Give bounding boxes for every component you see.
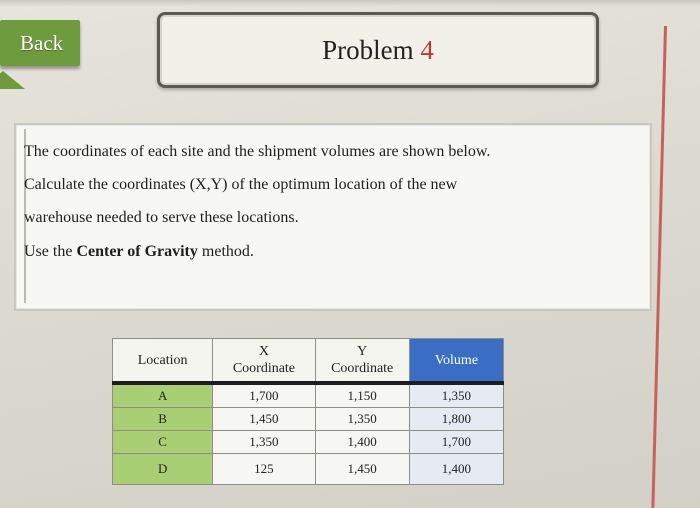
header-y	[315, 339, 409, 384]
margin-line	[651, 26, 667, 508]
table-header-row	[113, 339, 504, 384]
top-edge	[0, 0, 700, 6]
data-table	[112, 338, 504, 485]
table-row	[113, 454, 504, 485]
cell-volume: 1,400	[409, 454, 503, 485]
cell-location: A	[113, 383, 213, 408]
problem-line-4	[24, 243, 254, 261]
header-x	[213, 339, 315, 384]
problem-line-1: The coordinates of each site and the shipment volumes are shown below.	[24, 143, 491, 160]
problem-line-4-post: method.	[197, 243, 254, 260]
title-number: 4	[420, 35, 434, 65]
header-y-line1: Y	[357, 344, 368, 359]
cell-volume: 1,350	[409, 383, 503, 408]
method-name: Center of Gravity	[76, 243, 198, 260]
cell-location: D	[113, 454, 213, 485]
back-arrow-icon	[0, 71, 25, 89]
problem-line-2: Calculate the coordinates (X,Y) of the optimum location of the new	[24, 176, 458, 193]
back-button-label: Back	[20, 31, 64, 55]
table-row	[113, 383, 504, 408]
cell-volume: 1,700	[409, 431, 503, 454]
header-y-line2: Coordinate	[331, 361, 394, 376]
problem-statement	[14, 123, 652, 311]
cell-y: 1,350	[315, 408, 409, 431]
cell-x: 125	[213, 454, 315, 485]
cell-volume: 1,800	[409, 408, 503, 431]
cell-y: 1,400	[315, 431, 409, 454]
cell-y: 1,450	[315, 454, 409, 485]
table-row	[113, 431, 504, 454]
cell-x: 1,450	[213, 408, 315, 431]
header-x-line2: Coordinate	[232, 361, 296, 376]
title-box	[157, 12, 599, 88]
header-volume: Volume	[409, 339, 503, 384]
cell-location: C	[113, 431, 213, 454]
problem-line-3: warehouse needed to serve these locations.	[24, 209, 299, 226]
page-title	[160, 35, 596, 66]
header-location: Location	[113, 339, 213, 384]
cell-x: 1,350	[213, 431, 315, 454]
cell-x: 1,700	[213, 383, 315, 408]
problem-line-4-pre: Use the	[24, 243, 77, 260]
header-x-line1: X	[258, 344, 269, 359]
title-prefix: Problem	[322, 35, 421, 65]
cell-y: 1,150	[315, 383, 409, 408]
cell-location: B	[113, 408, 213, 431]
back-button[interactable]	[0, 20, 80, 66]
table-row	[113, 408, 504, 431]
